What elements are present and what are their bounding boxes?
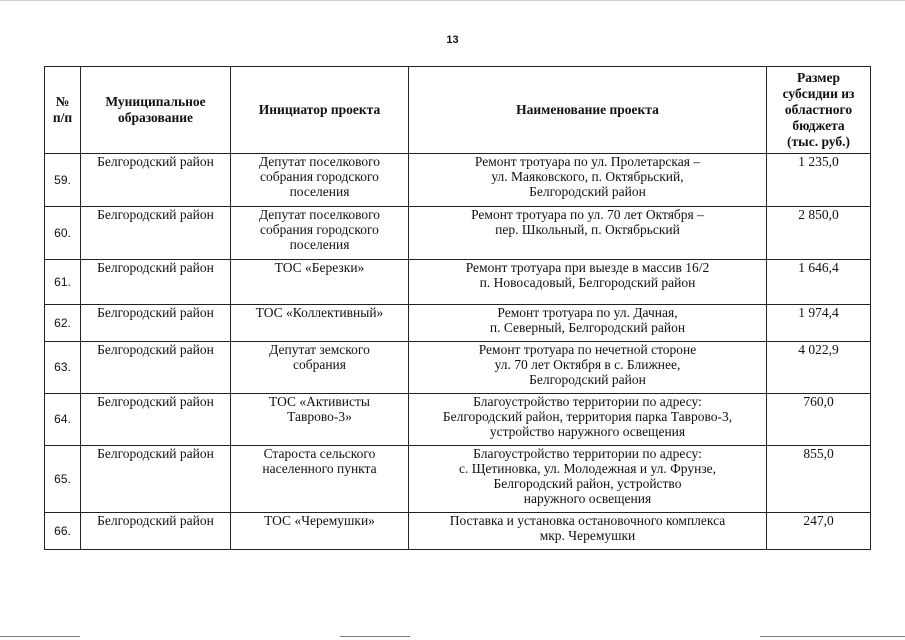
row-project: Ремонт тротуара по ул. 70 лет Октября – пер. Школьный, п. Октябрьский	[409, 207, 767, 260]
row-num: 59.	[45, 154, 81, 207]
table-row	[45, 305, 871, 342]
row-amount: 1 235,0	[767, 154, 871, 207]
row-initiator: Депутат поселкового собрания городского поселения	[231, 154, 409, 207]
row-amount: 247,0	[767, 513, 871, 550]
scan-edge-bottom-mid	[340, 636, 410, 637]
row-initiator: ТОС «Коллективный»	[231, 305, 409, 342]
table-header-row	[45, 67, 871, 154]
row-amount: 4 022,9	[767, 342, 871, 394]
row-num: 63.	[45, 342, 81, 394]
row-municipality: Белгородский район	[81, 446, 231, 513]
row-amount: 855,0	[767, 446, 871, 513]
table-row	[45, 513, 871, 550]
table-row	[45, 207, 871, 260]
row-amount: 2 850,0	[767, 207, 871, 260]
row-amount: 760,0	[767, 394, 871, 446]
row-municipality: Белгородский район	[81, 342, 231, 394]
table-row	[45, 342, 871, 394]
row-initiator: ТОС «Черемушки»	[231, 513, 409, 550]
row-municipality: Белгородский район	[81, 394, 231, 446]
row-project: Ремонт тротуара по ул. Дачная, п. Северный, Белгородский район	[409, 305, 767, 342]
row-project: Благоустройство территории по адресу: с. Щетиновка, ул. Молодежная и ул. Фрунзе, Белгородский район, устройство наружного освещения	[409, 446, 767, 513]
row-municipality: Белгородский район	[81, 154, 231, 207]
row-initiator: Староста сельского населенного пункта	[231, 446, 409, 513]
row-project: Поставка и установка остановочного комплекса мкр. Черемушки	[409, 513, 767, 550]
scan-edge-bottom-right	[760, 636, 905, 637]
row-initiator: Депутат поселкового собрания городского поселения	[231, 207, 409, 260]
row-num: 60.	[45, 207, 81, 260]
row-initiator: ТОС «Березки»	[231, 260, 409, 305]
table-row	[45, 394, 871, 446]
header-initiator: Инициатор проекта	[231, 67, 409, 154]
header-municipality: Муниципальное образование	[81, 67, 231, 154]
scan-edge-top	[0, 0, 905, 1]
subsidy-table	[44, 66, 871, 550]
scan-edge-bottom-left	[0, 636, 80, 637]
row-initiator: Депутат земского собрания	[231, 342, 409, 394]
row-municipality: Белгородский район	[81, 260, 231, 305]
row-municipality: Белгородский район	[81, 207, 231, 260]
row-municipality: Белгородский район	[81, 305, 231, 342]
row-num: 65.	[45, 446, 81, 513]
row-num: 62.	[45, 305, 81, 342]
header-project: Наименование проекта	[409, 67, 767, 154]
row-project: Ремонт тротуара по нечетной стороне ул. 70 лет Октября в с. Ближнее, Белгородский район	[409, 342, 767, 394]
row-initiator: ТОС «Активисты Таврово-3»	[231, 394, 409, 446]
table-row	[45, 446, 871, 513]
row-project: Благоустройство территории по адресу: Белгородский район, территория парка Таврово-3, устройство наружного освещения	[409, 394, 767, 446]
page-number: 13	[446, 34, 459, 46]
row-municipality: Белгородский район	[81, 513, 231, 550]
row-num: 64.	[45, 394, 81, 446]
header-amount: Размер субсидии из областного бюджета (тыс. руб.)	[767, 67, 871, 154]
row-amount: 1 974,4	[767, 305, 871, 342]
row-amount: 1 646,4	[767, 260, 871, 305]
row-num: 61.	[45, 260, 81, 305]
row-num: 66.	[45, 513, 81, 550]
row-project: Ремонт тротуара по ул. Пролетарская – ул. Маяковского, п. Октябрьский, Белгородский район	[409, 154, 767, 207]
row-project: Ремонт тротуара при выезде в массив 16/2 п. Новосадовый, Белгородский район	[409, 260, 767, 305]
header-num: № п/п	[45, 67, 81, 154]
table-row	[45, 154, 871, 207]
table-row	[45, 260, 871, 305]
